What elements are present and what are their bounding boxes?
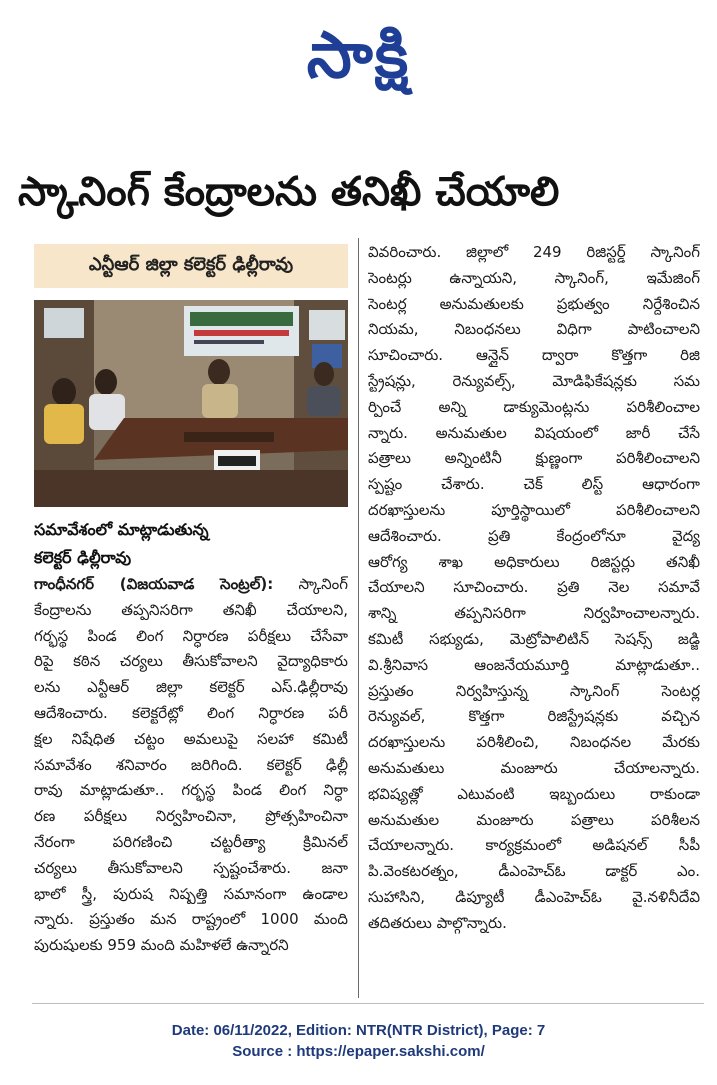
body-line: సెంటర్లు ఉన్నాయని, స్కానింగ్, ఇమేజింగ్ xyxy=(368,268,700,287)
source-info: Source : https://epaper.sakshi.com/ xyxy=(232,1043,485,1060)
body-line: అనుమతుల మంజూరు పత్రాలు పరిశీలన xyxy=(368,810,700,829)
meeting-photo-image xyxy=(34,300,348,507)
body-line: ఆదేశించారు. కలెక్టరేట్లో లింగ నిర్ధారణ పరీ xyxy=(34,703,348,722)
body-line: కమిటీ సభ్యుడు, మెట్రోపాలిటిన్ సెషన్స్ జడ్జి xyxy=(368,629,700,648)
body-line: వి.శ్రీనివాస ఆంజనేయమూర్తి మాట్లాడుతూ.. xyxy=(368,655,700,674)
body-line: దరఖాస్తులను పరిశీలించి, నిబంధనల మేరకు xyxy=(368,733,700,752)
body-line: స్ట్రేషన్లు, రెన్యువల్స్, మోడిఫికేషన్లకు సమ xyxy=(368,371,700,390)
footer-divider xyxy=(32,1003,704,1004)
body-line: లను ఎన్టీఆర్ జిల్లా కలెక్టర్ ఎస్.ఢిల్లీరావు xyxy=(34,678,348,697)
body-line: చర్యలు తీసుకోవాలని స్పష్టంచేశారు. జనా xyxy=(34,858,348,877)
body-line: కేంద్రాలను తప్పనిసరిగా తనిఖీ చేయాలని, xyxy=(34,600,348,619)
body-line: ర్పించే అన్ని డాక్యుమెంట్లను పరిశీలించాల xyxy=(368,397,700,416)
body-line: శాన్ని తప్పనిసరిగా నిర్వహించాలన్నారు. xyxy=(368,604,700,623)
footer xyxy=(0,1020,717,1062)
body-line: సూచించారు. ఆన్లైన్ ద్వారా కొత్తగా రిజి xyxy=(368,346,700,365)
body-line: న్నారు. ప్రస్తుతం మన రాష్ట్రంలో 1000 మంది xyxy=(34,910,348,929)
right-column xyxy=(368,240,700,937)
body-line: పత్రాలు అన్నింటినీ క్షుణ్ణంగా పరిశీలించాలని xyxy=(368,449,700,468)
caption-line: కలెక్టర్ ఢిల్లీరావు xyxy=(34,548,132,567)
body-line: సెంటర్ల అనుమతులకు ప్రభుత్వం నిర్దేశించిన xyxy=(368,294,700,313)
body-line: గర్భస్థ పిండ లింగ నిర్ధారణ పరీక్షలు చేసేవా xyxy=(34,626,348,645)
body-line: స్పష్టం చేశారు. చెక్ లిస్ట్ ఆధారంగా xyxy=(368,475,700,494)
body-line: రెన్యువల్, కొత్తగా రిజిస్ట్రేషన్లకు వచ్చిన xyxy=(368,707,700,726)
body-line: ప్రస్తుతం నిర్వహిస్తున్న స్కానింగ్ సెంటర్ల xyxy=(368,681,700,700)
body-line: చేయాలని సూచించారు. ప్రతి నెల సమావే xyxy=(368,578,700,597)
body-line: నేరంగా పరిగణించి చట్టరీత్యా క్రిమినల్ xyxy=(34,832,348,851)
masthead xyxy=(0,14,717,98)
body-line: రావు మాట్లాడుతూ.. గర్భస్థ పిండ లింగ నిర్ధా xyxy=(34,781,348,800)
body-line: తదితరులు పాల్గొన్నారు. xyxy=(368,913,507,932)
body-line: రిపై కఠిన చర్యలు తీసుకోవాలని వైద్యాధికారు xyxy=(34,652,348,671)
column-divider xyxy=(358,238,359,998)
body-line: సమావేశం శనివారం జరిగింది. కలెక్టర్ ఢిల్లీ xyxy=(34,755,348,774)
caption-line: సమావేశంలో మాట్లాడుతున్న xyxy=(34,520,209,539)
body-line: దరఖాస్తులను పూర్తిస్థాయిలో పరిశీలించాలని xyxy=(368,500,700,519)
body-line: వివరించారు. జిల్లాలో 249 రిజిస్టర్డ్ స్కానింగ్ xyxy=(368,243,700,261)
body-line: అనుమతులు మంజూరు చేయాలన్నారు. xyxy=(368,758,700,777)
body-line: సుహాసిని, డిప్యూటీ డీఎంహెచ్ఓ వై.నళినీదేవి xyxy=(368,887,700,906)
body-line: గాంధీనగర్ (విజయవాడ సెంట్రల్): స్కానింగ్ xyxy=(34,575,348,593)
body-line: న్నారు. అనుమతుల విషయంలో జారీ చేసే xyxy=(368,423,700,442)
body-line: క్షల నిషేధిత చట్టం అమలుపై సలహా కమిటీ xyxy=(34,729,348,748)
body-line: ఆదేశించారు. ప్రతి కేంద్రంలోనూ వైద్య xyxy=(368,526,700,545)
body-line: రణ పరీక్షలు నిర్వహించినా, ప్రోత్సహించినా xyxy=(34,807,348,826)
dateline: గాంధీనగర్ (విజయవాడ సెంట్రల్): xyxy=(34,575,274,593)
sakshi-logo: సాక్షి xyxy=(306,19,411,93)
body-line: పురుషులకు 959 మంది మహిళలే ఉన్నారని xyxy=(34,936,289,955)
left-column xyxy=(34,572,348,959)
body-line: పి.వెంకటరత్నం, డీఎంహెచ్ఓ డాక్టర్ ఎం. xyxy=(368,862,700,881)
body-line: ఆరోగ్య శాఖ అధికారులు రిజిస్టర్లు తనిఖీ xyxy=(368,552,700,571)
body-line: భవిష్యత్లో ఎటువంటి ఇబ్బందులు రాకుండా xyxy=(368,784,700,803)
headline: స్కానింగ్ కేంద్రాలను తనిఖీ చేయాలి xyxy=(18,169,560,215)
edition-info: Date: 06/11/2022, Edition: NTR(NTR District), Page: 7 xyxy=(171,1022,546,1039)
kicker-subheading: ఎన్టీఆర్ జిల్లా కలెక్టర్ ఢిల్లీరావు xyxy=(34,244,348,288)
body-line: నియమ, నిబంధనలు విధిగా పాటించాలని xyxy=(368,320,700,339)
meeting-photo xyxy=(34,300,348,507)
body-line: భాలో స్త్రీ, పురుష నిష్పత్తి సమానంగా ఉండాల xyxy=(34,884,348,903)
body-line: చేయాలన్నారు. కార్యక్రమంలో అడిషనల్ సీపీ xyxy=(368,836,700,855)
photo-caption xyxy=(34,516,348,572)
